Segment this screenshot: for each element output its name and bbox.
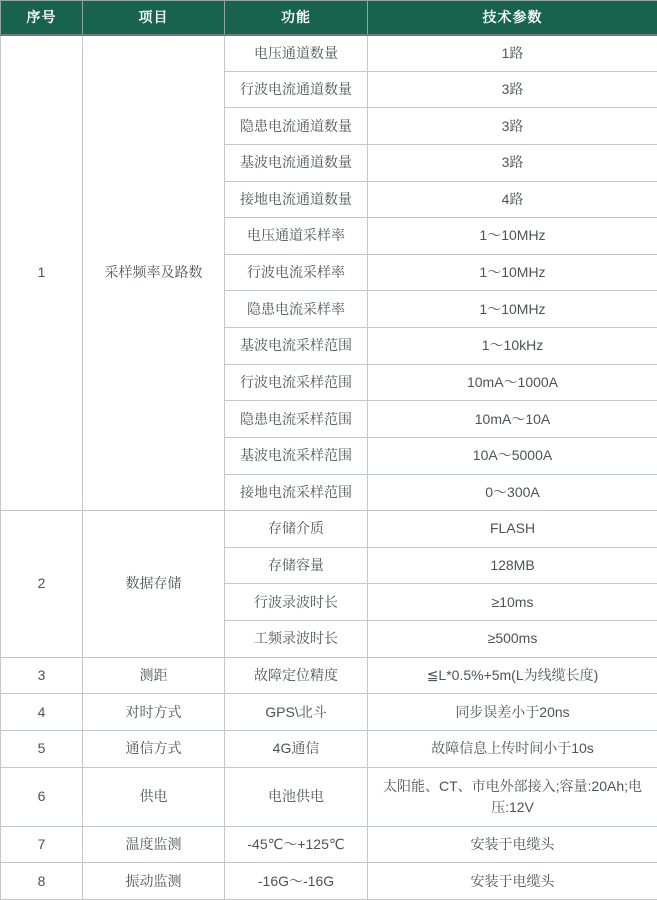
item-cell: 供电 — [83, 767, 225, 826]
param-cell: 1～10MHz — [368, 218, 657, 255]
function-cell: 基波电流采样范围 — [225, 328, 368, 365]
param-cell: 太阳能、CT、市电外部接入;容量:20Ah;电压:12V — [368, 767, 657, 826]
table-row — [1, 730, 657, 767]
function-cell: 工频录波时长 — [225, 621, 368, 658]
table-row — [1, 657, 657, 694]
header-cell-no: 序号 — [1, 1, 83, 35]
param-cell: 安装于电缆头 — [368, 826, 657, 863]
item-cell: 温度监测 — [83, 826, 225, 863]
item-cell: 通信方式 — [83, 730, 225, 767]
row-number-cell: 6 — [1, 767, 83, 826]
header-cell-item: 项目 — [83, 1, 225, 35]
function-cell: 电压通道数量 — [225, 35, 368, 72]
row-number-cell: 8 — [1, 863, 83, 900]
param-cell: 同步误差小于20ns — [368, 694, 657, 731]
function-cell: 行波录波时长 — [225, 584, 368, 621]
function-cell: 存储介质 — [225, 511, 368, 548]
param-cell: 1～10MHz — [368, 254, 657, 291]
function-cell: 隐患电流采样范围 — [225, 401, 368, 438]
param-cell: ≥500ms — [368, 621, 657, 658]
param-cell: ≦L*0.5%+5m(L为线缆长度) — [368, 657, 657, 694]
function-cell: 电池供电 — [225, 767, 368, 826]
function-cell: 隐患电流通道数量 — [225, 108, 368, 145]
param-cell: 4路 — [368, 181, 657, 218]
table-row — [1, 767, 657, 826]
spec-table-header — [1, 1, 657, 35]
header-cell-param: 技术参数 — [368, 1, 657, 35]
function-cell: 行波电流通道数量 — [225, 71, 368, 108]
table-row — [1, 863, 657, 900]
param-cell: 1～10kHz — [368, 328, 657, 365]
row-number-cell: 4 — [1, 694, 83, 731]
param-cell: 10A～5000A — [368, 437, 657, 474]
function-cell: 电压通道采样率 — [225, 218, 368, 255]
function-cell: -16G～-16G — [225, 863, 368, 900]
table-row — [1, 35, 657, 72]
param-cell: 故障信息上传时间小于10s — [368, 730, 657, 767]
function-cell: -45℃～+125℃ — [225, 826, 368, 863]
item-cell: 采样频率及路数 — [83, 35, 225, 511]
param-cell: 安装于电缆头 — [368, 863, 657, 900]
function-cell: 存储容量 — [225, 547, 368, 584]
function-cell: 故障定位精度 — [225, 657, 368, 694]
param-cell: 3路 — [368, 108, 657, 145]
param-cell: 1～10MHz — [368, 291, 657, 328]
item-cell: 测距 — [83, 657, 225, 694]
row-number-cell: 1 — [1, 35, 83, 511]
function-cell: 行波电流采样范围 — [225, 364, 368, 401]
param-cell: FLASH — [368, 511, 657, 548]
function-cell: 隐患电流采样率 — [225, 291, 368, 328]
param-cell: 3路 — [368, 71, 657, 108]
function-cell: 基波电流通道数量 — [225, 144, 368, 181]
function-cell: 基波电流采样范围 — [225, 437, 368, 474]
function-cell: GPS\北斗 — [225, 694, 368, 731]
header-cell-func: 功能 — [225, 1, 368, 35]
item-cell: 数据存储 — [83, 511, 225, 658]
param-cell: 10mA～1000A — [368, 364, 657, 401]
row-number-cell: 5 — [1, 730, 83, 767]
item-cell: 对时方式 — [83, 694, 225, 731]
function-cell: 行波电流采样率 — [225, 254, 368, 291]
param-cell: 1路 — [368, 35, 657, 72]
table-row — [1, 826, 657, 863]
item-cell: 振动监测 — [83, 863, 225, 900]
row-number-cell: 7 — [1, 826, 83, 863]
row-number-cell: 2 — [1, 511, 83, 658]
table-row — [1, 694, 657, 731]
param-cell: 0～300A — [368, 474, 657, 511]
table-row — [1, 511, 657, 548]
row-number-cell: 3 — [1, 657, 83, 694]
function-cell: 4G通信 — [225, 730, 368, 767]
spec-table-body — [1, 35, 657, 900]
function-cell: 接地电流采样范围 — [225, 474, 368, 511]
function-cell: 接地电流通道数量 — [225, 181, 368, 218]
param-cell: 3路 — [368, 144, 657, 181]
param-cell: 128MB — [368, 547, 657, 584]
param-cell: ≥10ms — [368, 584, 657, 621]
header-row — [1, 1, 657, 35]
param-cell: 10mA～10A — [368, 401, 657, 438]
